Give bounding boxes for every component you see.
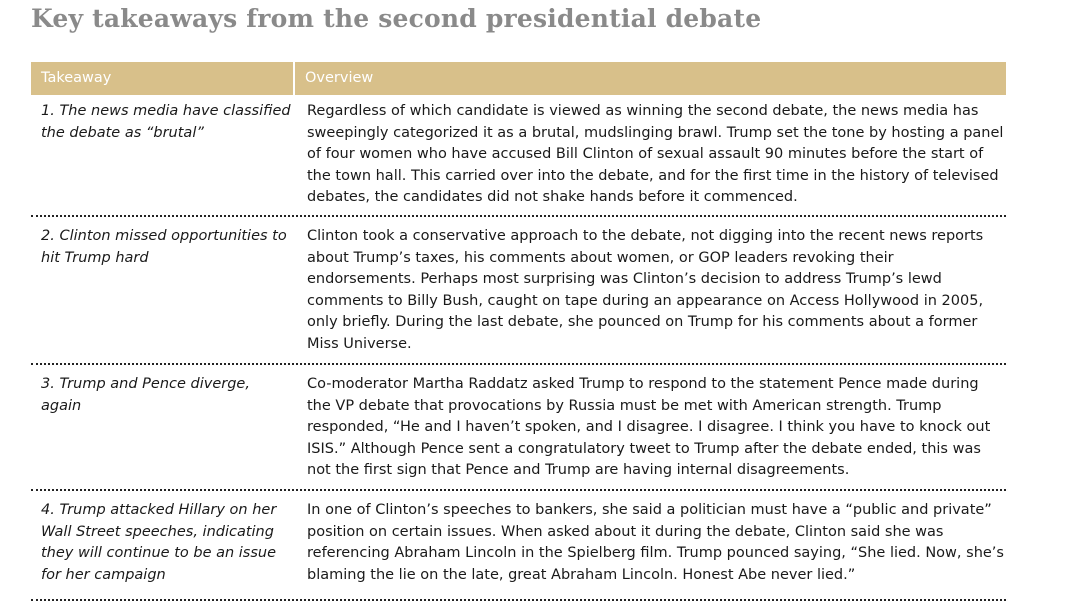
table-row (31, 217, 1006, 365)
overview-cell: Co-moderator Martha Raddatz asked Trump to respond to the statement Pence made during the VP debate that provocations by Russia must be met with American strength. Trump responded, “He and I haven’t spoken, and I disagree. I disagree. I think you have to knock out ISIS.” Although Pence sent a congratulatory tweet to Trump after the debate ended, this was not the first sign that Pence and Trump are having internal disagreements. (307, 376, 991, 478)
page-title: Key takeaways from the second presidential debate (31, 4, 762, 33)
table-header-row (31, 62, 1006, 95)
table-row (31, 365, 1006, 491)
takeaway-cell: 4. Trump attacked Hillary on her Wall Street speeches, indicating they will continue to be an issue for her campaign (41, 502, 277, 583)
header-takeaway: Takeaway (31, 62, 293, 95)
header-overview: Overview (295, 62, 1006, 95)
takeaway-cell: 2. Clinton missed opportunities to hit Trump hard (41, 228, 287, 266)
overview-cell: Clinton took a conservative approach to the debate, not digging into the recent news reports about Trump’s taxes, his comments about women, or GOP leaders revoking their endorsements. Perhaps most surprising was Clinton’s decision to address Trump’s lewd comments to Billy Bush, caught on tape during an appearance on Access Hollywood in 2005, only briefly. During the last debate, she pounced on Trump for his comments about a former Miss Universe. (307, 228, 984, 352)
table-row (31, 491, 1006, 601)
overview-cell: In one of Clinton’s speeches to bankers, she said a politician must have a “public and private” position on certain issues. When asked about it during the debate, Clinton said she was referencing Abraham Lincoln in the Spielberg film. Trump pounced saying, “She lied. Now, she’s blaming the lie on the late, great Abraham Lincoln. Honest Abe never lied.” (307, 502, 1004, 583)
takeaway-cell: 1. The news media have classified the debate as “brutal” (41, 103, 291, 141)
takeaway-cell: 3. Trump and Pence diverge, again (41, 376, 250, 414)
takeaways-table (31, 62, 1006, 601)
overview-cell: Regardless of which candidate is viewed as winning the second debate, the news media has sweepingly categorized it as a brutal, mudslinging brawl. Trump set the tone by hosting a panel of four women who have accused Bill Clinton of sexual assault 90 minutes before the start of the town hall. This carried over into the debate, and for the first time in the history of televised debates, the candidates did not shake hands before it commenced. (307, 103, 1004, 205)
